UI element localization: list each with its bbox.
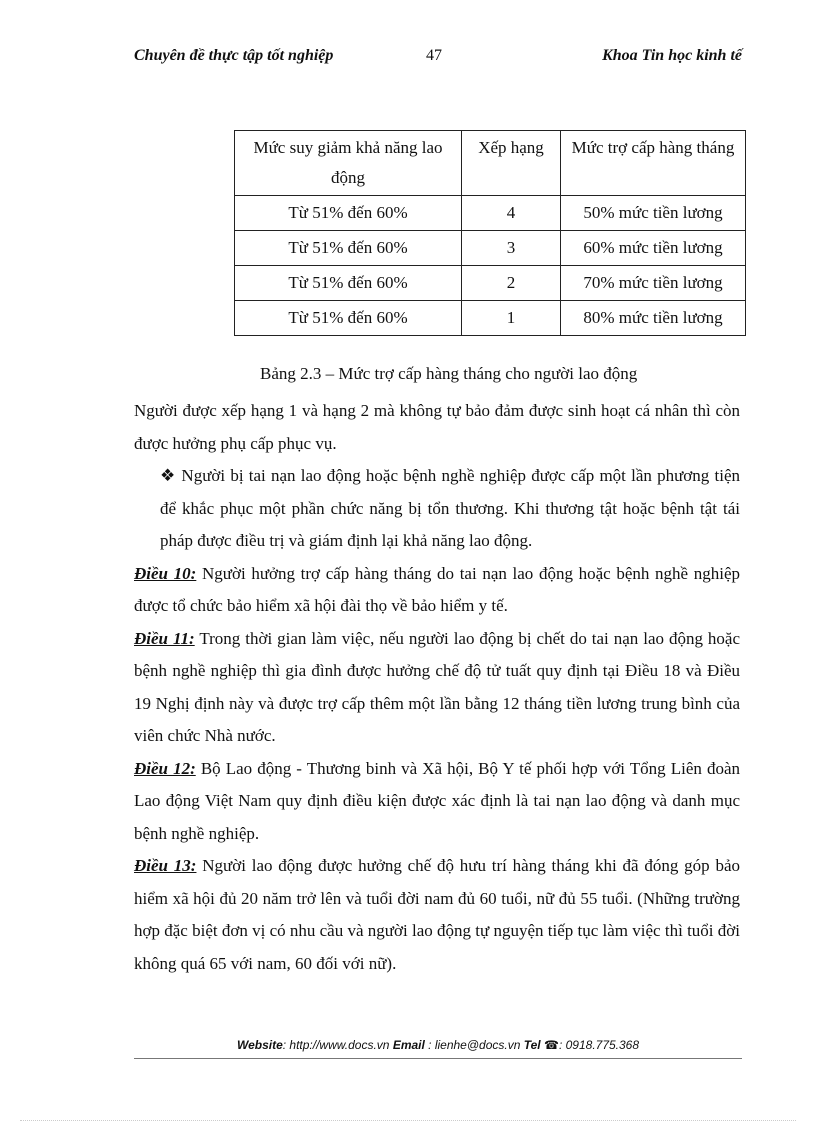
- page-footer: [134, 1038, 742, 1059]
- table-header-cell: Mức suy giảm khả năng lao động: [235, 131, 462, 196]
- header-title: Chuyên đề thực tập tốt nghiệp: [134, 47, 334, 64]
- article-11: [134, 623, 740, 753]
- paragraph-text: Người được xếp hạng 1 và hạng 2 mà không tự bảo đảm được sinh hoạt cá nhân thì còn được hưởng phụ cấp phục vụ.: [134, 401, 740, 453]
- phone-icon: ☎: [544, 1038, 559, 1052]
- page-number: 47: [426, 47, 442, 64]
- table-cell: Từ 51% đến 60%: [235, 301, 462, 336]
- table-cell: 60% mức tiền lương: [561, 231, 746, 266]
- table-cell: Từ 51% đến 60%: [235, 266, 462, 301]
- paragraph-text: Trong thời gian làm việc, nếu người lao động bị chết do tai nạn lao động hoặc bệnh nghề nghiệp thì gia đình được hưởng chế độ tử tuất quy định tại Điều 18 và Điều 19 Nghị định này và được trợ cấp thêm một lần bằng 12 tháng tiền lương trung bình của viên chức Nhà nước.: [134, 628, 740, 745]
- table-row: [235, 231, 746, 266]
- email-label: Email: [392, 1038, 425, 1052]
- tel-label: Tel: [523, 1038, 541, 1052]
- table-header-row: [235, 131, 746, 196]
- page-header: [134, 47, 742, 73]
- article-13: [134, 850, 740, 980]
- table-cell: 50% mức tiền lương: [561, 196, 746, 231]
- table-header-cell: Mức trợ cấp hàng tháng: [561, 131, 746, 196]
- bullet-paragraph: [134, 460, 740, 558]
- paragraph-text: Người lao động được hưởng chế độ hưu trí hàng tháng khi đã đóng góp bảo hiểm xã hội đủ 20 năm trở lên và tuổi đời nam đủ 60 tuổi, nữ đủ 55 tuổi. (Những trường hợp đặc biệt đơn vị có nhu cầu và người lao động tự nguyện tiếp tục làm việc thì tuổi đời không quá 65 với nam, 60 đối với nữ).: [134, 856, 741, 973]
- diamond-bullet-icon: ❖: [160, 466, 177, 485]
- table-row: [235, 196, 746, 231]
- subsidy-table: [234, 130, 746, 336]
- paragraph-text: Bộ Lao động - Thương binh và Xã hội, Bộ Y tế phối hợp với Tổng Liên đoàn Lao động Việt Nam quy định điều kiện được xác định là tai nạn lao động và danh mục bệnh nghề nghiệp.: [134, 758, 741, 843]
- email-address: : lienhe@docs.vn: [424, 1038, 521, 1052]
- article-10: [134, 558, 740, 623]
- table-header-cell: Xếp hạng: [462, 131, 561, 196]
- tel-number: : 0918.775.368: [558, 1038, 640, 1052]
- article-label: Điều 13:: [134, 856, 197, 875]
- website-label: Website: [236, 1038, 283, 1052]
- table-cell: 80% mức tiền lương: [561, 301, 746, 336]
- table-cell: 70% mức tiền lương: [561, 266, 746, 301]
- table-cell: 3: [462, 231, 561, 266]
- website-url: : http://www.docs.vn: [282, 1038, 390, 1052]
- body-text: [134, 395, 740, 980]
- paragraph-text: Người hưởng trợ cấp hàng tháng do tai nạn lao động hoặc bệnh nghề nghiệp được tổ chức bảo hiểm xã hội đài thọ về bảo hiểm y tế.: [134, 563, 740, 615]
- article-12: [134, 753, 740, 851]
- paragraph: [134, 395, 740, 460]
- table-cell: Từ 51% đến 60%: [235, 196, 462, 231]
- article-label: Điều 11:: [134, 628, 195, 648]
- page-edge-divider: [20, 1120, 796, 1121]
- table-cell: 1: [462, 301, 561, 336]
- header-department: Khoa Tin học kinh tế: [602, 47, 742, 64]
- article-label: Điều 12:: [134, 758, 196, 778]
- table-row: [235, 301, 746, 336]
- article-label: Điều 10:: [134, 563, 197, 583]
- paragraph-text: Người bị tai nạn lao động hoặc bệnh nghề nghiệp được cấp một lần phương tiện để khắc phục một phần chức năng bị tổn thương. Khi thương tật hoặc bệnh tật tái pháp được điều trị và giám định lại khả năng lao động.: [160, 466, 740, 550]
- table-cell: Từ 51% đến 60%: [235, 231, 462, 266]
- table-cell: 2: [462, 266, 561, 301]
- table-row: [235, 266, 746, 301]
- table-cell: 4: [462, 196, 561, 231]
- table-caption: Bảng 2.3 – Mức trợ cấp hàng tháng cho người lao động: [260, 364, 638, 383]
